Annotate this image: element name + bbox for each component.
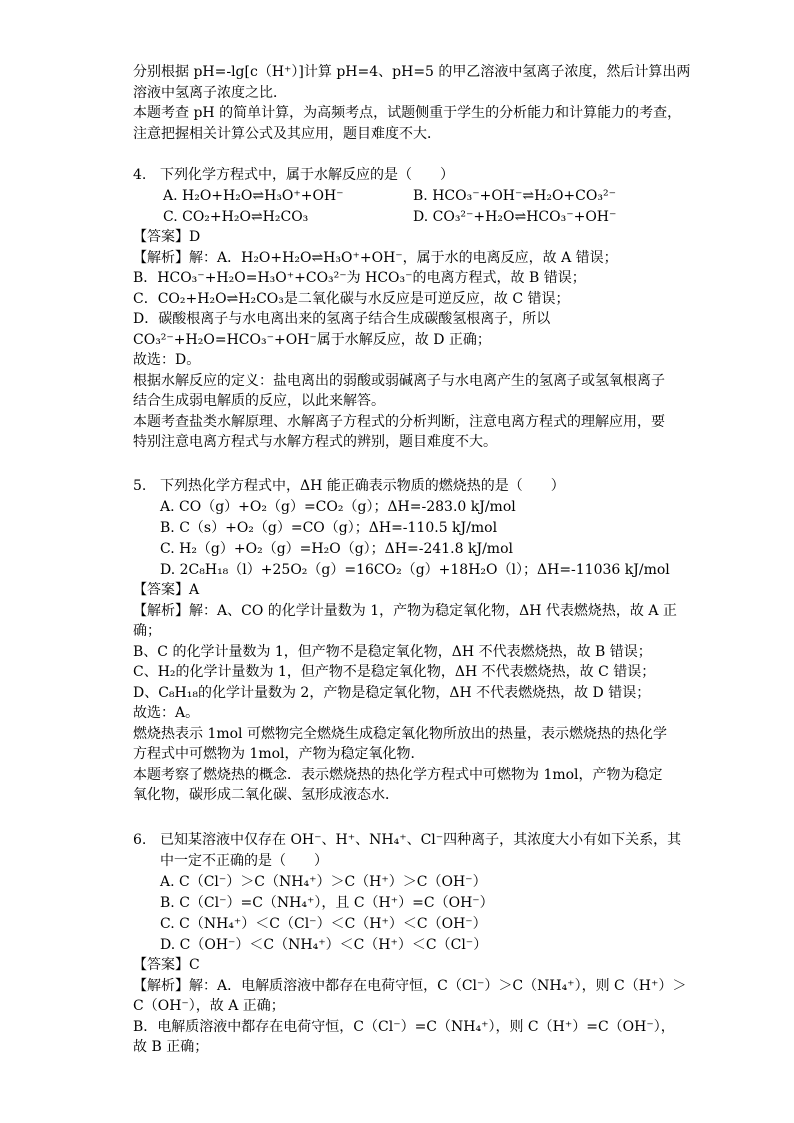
question-4-analysis-line: B．HCO₃⁻+H₂O=H₃O⁺+CO₃²⁻为 HCO₃⁻的电离方程式，故 B 错误； — [133, 270, 586, 286]
intro-line: 溶液中氢离子浓度之比． — [133, 85, 287, 101]
question-4-number: 4. — [133, 167, 147, 183]
question-6-option-b: B. C（Cl⁻）=C（NH₄⁺），且 C（H⁺）=C（OH⁻） — [160, 895, 494, 911]
question-5-analysis-line: 确； — [133, 623, 161, 639]
question-5-stem: 下列热化学方程式中，ΔH 能正确表示物质的燃烧热的是（ ） — [160, 478, 565, 494]
question-4-analysis-line: CO₃²⁻+H₂O=HCO₃⁻+OH⁻属于水解反应，故 D 正确； — [133, 332, 491, 348]
intro-line: 注意把握相关计算公式及其应用，题目难度不大． — [133, 126, 441, 142]
question-6-number: 6. — [133, 832, 147, 848]
question-4-analysis-line: 结合生成弱电解质的反应，以此来解答。 — [133, 393, 385, 409]
question-4-option-a: A. H₂O+H₂O⇌H₃O⁺+OH⁻ — [163, 188, 344, 204]
question-6-analysis-line: 故 B 正确； — [133, 1039, 209, 1055]
question-5-analysis-line: 本题考察了燃烧热的概念．表示燃烧热的热化学方程式中可燃物为 1mol，产物为稳定 — [133, 767, 663, 783]
question-4-analysis-line: 故选：D。 — [133, 352, 201, 368]
question-6-option-d: D. C（OH⁻）＜C（NH₄⁺）＜C（H⁺）＜C（Cl⁻） — [160, 937, 488, 953]
question-5-analysis-line: 方程式中可燃物为 1mol，产物为稳定氧化物． — [133, 746, 425, 762]
question-4-option-d: D. CO₃²⁻+H₂O⇌HCO₃⁻+OH⁻ — [413, 209, 617, 225]
question-5-analysis-line: B、C 的化学计量数为 1，但产物不是稳定氧化物，ΔH 不代表燃烧热，故 B 错误； — [133, 644, 652, 660]
question-5-analysis-line: 燃烧热表示 1mol 可燃物完全燃烧生成稳定氧化物所放出的热量，表示燃烧热的热化学 — [133, 726, 667, 742]
intro-line: 分别根据 pH=-lg[c（H⁺）]计算 pH=4、pH=5 的甲乙溶液中氢离子浓度，然后计算出两 — [133, 64, 691, 80]
question-5-analysis-line: 【解析】解：A、CO 的化学计量数为 1，产物为稳定氧化物，ΔH 代表燃烧热，故 A 正 — [133, 603, 677, 619]
question-6-option-c: C. C（NH₄⁺）＜C（Cl⁻）＜C（H⁺）＜C（OH⁻） — [160, 916, 487, 932]
question-5-answer: 【答案】A — [133, 582, 200, 598]
question-6-analysis-line: 【解析】解：A．电解质溶液中都存在电荷守恒，C（Cl⁻）＞C（NH₄⁺），则 C（H⁺）＞ — [133, 978, 687, 994]
question-4-analysis-line: 特别注意电离方程式与水解方程式的辨别，题目难度不大。 — [133, 434, 497, 450]
question-4-analysis-line: 本题考查盐类水解原理、水解离子方程式的分析判断，注意电离方程式的理解应用，要 — [133, 414, 665, 430]
question-5-analysis-line: D、C₈H₁₈的化学计量数为 2，产物是稳定氧化物，ΔH 不代表燃烧热，故 D 错误； — [133, 685, 651, 701]
question-6-answer: 【答案】C — [133, 957, 200, 973]
question-5-option-c: C. H₂（g）+O₂（g）=H₂O（g）；ΔH=-241.8 kJ/mol — [160, 541, 513, 557]
question-5-option-b: B. C（s）+O₂（g）=CO（g）；ΔH=-110.5 kJ/mol — [160, 520, 498, 536]
question-5-option-d: D. 2C₈H₁₈（l）+25O₂（g）=16CO₂（g）+18H₂O（l）；ΔH=-11036 kJ/mol — [160, 562, 670, 578]
question-4-answer: 【答案】D — [133, 229, 201, 245]
question-4-stem: 下列化学方程式中，属于水解反应的是（ ） — [160, 167, 454, 183]
question-4-analysis-line: C．CO₂+H₂O⇌H₂CO₃是二氧化碳与水反应是可逆反应，故 C 错误； — [133, 291, 570, 307]
question-4-analysis-line: 【解析】解：A．H₂O+H₂O⇌H₃O⁺+OH⁻，属于水的电离反应，故 A 错误； — [133, 250, 618, 266]
question-4-analysis-line: D．碳酸根离子与水电离出来的氢离子结合生成碳酸氢根离子，所以 — [133, 311, 551, 327]
question-5-analysis-line: 氧化物，碳形成二氧化碳、氢形成液态水． — [133, 787, 399, 803]
intro-line: 本题考查 pH 的简单计算，为高频考点，试题侧重于学生的分析能力和计算能力的考查， — [133, 105, 682, 121]
question-4-option-c: C. CO₂+H₂O⇌H₂CO₃ — [163, 209, 309, 225]
question-4-option-b: B. HCO₃⁻+OH⁻⇌H₂O+CO₃²⁻ — [413, 188, 616, 204]
question-6-stem: 已知某溶液中仅存在 OH⁻、H⁺、NH₄⁺、Cl⁻四种离子，其浓度大小有如下关系，其 — [160, 832, 682, 848]
question-6-stem: 中一定不正确的是（ ） — [160, 853, 328, 869]
question-5-number: 5. — [133, 478, 147, 494]
question-5-analysis-line: 故选：A。 — [133, 705, 200, 721]
question-5-option-a: A. CO（g）+O₂（g）=CO₂（g）；ΔH=-283.0 kJ/mol — [160, 499, 516, 515]
question-6-analysis-line: B．电解质溶液中都存在电荷守恒，C（Cl⁻）=C（NH₄⁺），则 C（H⁺）=C（OH⁻）， — [133, 1019, 675, 1035]
question-6-option-a: A. C（Cl⁻）＞C（NH₄⁺）＞C（H⁺）＞C（OH⁻） — [160, 874, 487, 890]
question-4-analysis-line: 根据水解反应的定义：盐电离出的弱酸或弱碱离子与水电离产生的氢离子或氢氧根离子 — [133, 373, 665, 389]
question-5-analysis-line: C、H₂的化学计量数为 1，但产物不是稳定氧化物，ΔH 不代表燃烧热，故 C 错误； — [133, 664, 656, 680]
question-6-analysis-line: C（OH⁻），故 A 正确； — [133, 998, 285, 1014]
